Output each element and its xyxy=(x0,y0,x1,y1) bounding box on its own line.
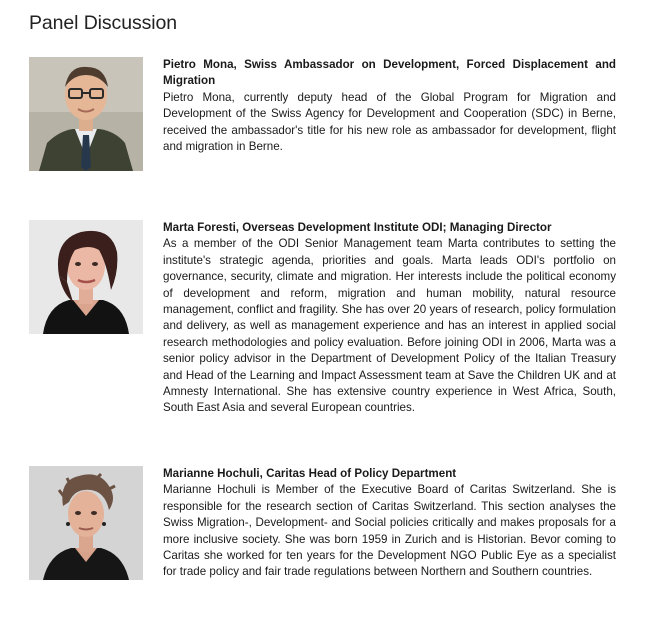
panelist-name: Marianne Hochuli, Caritas Head of Policy Department xyxy=(163,467,457,480)
bio-block xyxy=(163,220,616,417)
portrait-photo xyxy=(29,466,143,580)
panelist-name: Marta Foresti, Overseas Development Institute ODI; Managing Director xyxy=(163,221,552,234)
panelist-bio: Marianne Hochuli is Member of the Executive Board of Caritas Switzerland. She is responsible for the research section of Caritas Switzerland. This section analyses the Swiss Migration-, Development- and Social policies critically and makes proposals for a more inclusive society. She was born 1959 in Zurich and is Historian. Bevor coming to Caritas she worked for ten years for the Development NGO Public Eye as a specialist for trade policy and fair trade regulations between Northern and Southern countries. xyxy=(163,483,616,579)
panelist-bio: Pietro Mona, currently deputy head of the Global Program for Migration and Development of the Swiss Agency for Development and Cooperation (SDC) in Berne, received the ambassador's title for his new role as ambassador for development, flight and migration in Berne. xyxy=(163,90,616,154)
portrait-photo xyxy=(29,220,143,334)
panelist-bio: As a member of the ODI Senior Management team Marta contributes to setting the institute's strategic agenda, priorities and goals. Marta leads ODI's portfolio on governance, security, climate and migration. Her interests include the political economy of development and reform, migration and human mobility, natural resource management, conflict and fragility. She has over 20 years of research, policy formulation and delivery, as well as management experience and has an interest in applied social research methodologies and policy evaluation. Before joining ODI in 2006, Marta was a senior policy advisor in the Department of Development Policy of the Italian Treasury and Head of the Learning and Impact Assessment team at Save the Children UK and at Amnesty International. She has extensive country experience in West Africa, South, South East Asia and several European countries. xyxy=(163,237,616,415)
portrait-image xyxy=(29,57,143,171)
portrait-photo xyxy=(29,57,143,171)
bio-block xyxy=(163,57,616,155)
portrait-image xyxy=(29,466,143,580)
bio-block xyxy=(163,466,616,581)
portrait-image xyxy=(29,220,143,334)
page-title: Panel Discussion xyxy=(29,12,177,34)
panelist-name: Pietro Mona, Swiss Ambassador on Development, Forced Displacement and Migration xyxy=(163,58,616,88)
